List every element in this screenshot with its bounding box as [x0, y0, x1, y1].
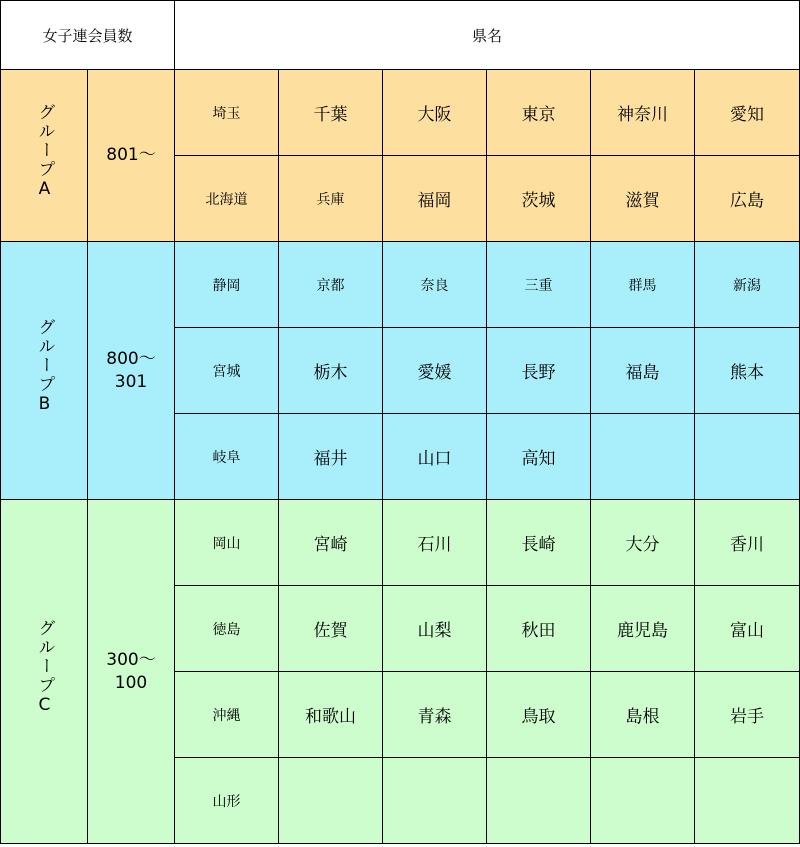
prefecture-cell: 高知: [487, 414, 591, 500]
prefecture-cell: 石川: [383, 500, 487, 586]
prefecture-cell: [695, 414, 800, 500]
prefecture-header: 県名: [175, 1, 800, 70]
prefecture-cell: 埼玉: [175, 70, 279, 156]
prefecture-cell: 京都: [279, 242, 383, 328]
prefecture-cell: 和歌山: [279, 672, 383, 758]
prefecture-cell: 奈良: [383, 242, 487, 328]
prefecture-cell: 沖縄: [175, 672, 279, 758]
prefecture-cell: [591, 758, 695, 844]
prefecture-cell: 大分: [591, 500, 695, 586]
prefecture-cell: 秋田: [487, 586, 591, 672]
group-label: [1, 70, 88, 242]
prefecture-cell: 新潟: [695, 242, 800, 328]
prefecture-cell: 滋賀: [591, 156, 695, 242]
prefecture-cell: [279, 758, 383, 844]
prefecture-cell: 香川: [695, 500, 800, 586]
prefecture-cell: [383, 758, 487, 844]
member-count-text: 801～: [106, 145, 156, 166]
prefecture-cell: 長野: [487, 328, 591, 414]
prefecture-cell: 神奈川: [591, 70, 695, 156]
member-count: [88, 242, 175, 500]
prefecture-cell: 福島: [591, 328, 695, 414]
group-label-text: グループC: [34, 619, 55, 718]
prefecture-cell: 徳島: [175, 586, 279, 672]
prefecture-cell: 福岡: [383, 156, 487, 242]
prefecture-cell: 鹿児島: [591, 586, 695, 672]
prefecture-cell: 兵庫: [279, 156, 383, 242]
prefecture-cell: 千葉: [279, 70, 383, 156]
members-header: 女子連会員数: [1, 1, 175, 70]
prefecture-cell: 群馬: [591, 242, 695, 328]
group-row: [1, 70, 800, 156]
prefecture-cell: 東京: [487, 70, 591, 156]
prefecture-cell: 岩手: [695, 672, 800, 758]
prefecture-cell: 福井: [279, 414, 383, 500]
member-count: [88, 500, 175, 844]
prefecture-cell: 青森: [383, 672, 487, 758]
prefecture-cell: 愛媛: [383, 328, 487, 414]
prefecture-cell: 広島: [695, 156, 800, 242]
prefecture-cell: 静岡: [175, 242, 279, 328]
prefecture-cell: [695, 758, 800, 844]
group-label: [1, 500, 88, 844]
member-count: [88, 70, 175, 242]
prefecture-cell: 茨城: [487, 156, 591, 242]
prefecture-cell: 岐阜: [175, 414, 279, 500]
prefecture-cell: 愛知: [695, 70, 800, 156]
group-label: [1, 242, 88, 500]
prefecture-cell: 三重: [487, 242, 591, 328]
prefecture-cell: [487, 758, 591, 844]
group-row: [1, 500, 800, 586]
prefecture-cell: 宮崎: [279, 500, 383, 586]
prefecture-cell: 山口: [383, 414, 487, 500]
prefecture-cell: 岡山: [175, 500, 279, 586]
prefecture-cell: 山形: [175, 758, 279, 844]
prefecture-cell: 鳥取: [487, 672, 591, 758]
prefecture-cell: 大阪: [383, 70, 487, 156]
prefecture-cell: 佐賀: [279, 586, 383, 672]
member-count-text: 800～ 301: [106, 348, 156, 392]
prefecture-cell: 熊本: [695, 328, 800, 414]
group-label-text: グループA: [34, 103, 55, 202]
prefecture-cell: 宮城: [175, 328, 279, 414]
header-row: [1, 1, 800, 70]
prefecture-cell: 山梨: [383, 586, 487, 672]
group-label-text: グループB: [34, 318, 55, 417]
prefecture-cell: 島根: [591, 672, 695, 758]
prefecture-cell: 北海道: [175, 156, 279, 242]
prefecture-cell: 栃木: [279, 328, 383, 414]
member-count-text: 300～ 100: [106, 649, 156, 693]
group-row: [1, 242, 800, 328]
prefecture-cell: 富山: [695, 586, 800, 672]
prefecture-cell: 長崎: [487, 500, 591, 586]
prefecture-cell: [591, 414, 695, 500]
